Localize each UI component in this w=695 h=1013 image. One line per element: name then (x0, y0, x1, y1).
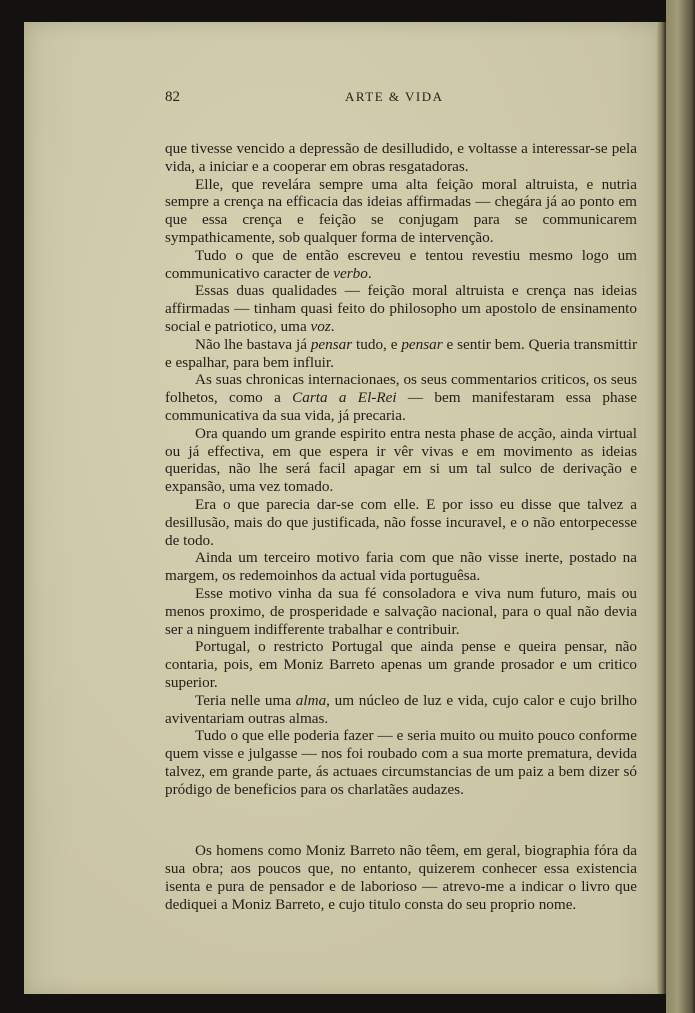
paragraph (165, 425, 637, 496)
italic-title: Carta a El-Rei (292, 389, 397, 407)
paragraph (165, 282, 637, 335)
text-run: Tudo o que elle poderia fazer — e seria muito ou muito pouco conforme quem visse e julgasse — nos foi roubado com a sua morte prematura, devida talvez, em grande parte, ás actuaes circumstancias de um paiz a bem dizer só pródigo de beneficios para os charlatães audazes. (165, 727, 637, 798)
text-run: Tudo o que de então escreveu e tentou revestiu mesmo logo um communicativo caracter de (165, 246, 637, 282)
text-run: tudo, e (352, 335, 402, 353)
paragraph (165, 336, 637, 372)
paragraph (165, 371, 637, 424)
book-gutter (656, 22, 666, 994)
italic-word: voz (310, 317, 331, 335)
facing-page-edge (666, 0, 695, 1013)
running-title: ARTE & VIDA (345, 89, 444, 104)
paragraph (165, 692, 637, 728)
text-run: . (367, 264, 372, 282)
text-run: Portugal, o restricto Portugal que ainda pense e queira pensar, não contaria, pois, em Moniz Barreto apenas um grande prosador e um critico superior. (165, 638, 637, 691)
paragraph (165, 638, 637, 691)
paragraph (165, 585, 637, 638)
italic-word: verbo (333, 264, 368, 282)
text-run: Os homens como Moniz Barreto não têem, em geral, biographia fóra da sua obra; aos poucos que, no entanto, quizerem conhecer essa existencia isenta e pura de pensador e de laborioso — atrevo-me a indicar o livro que dediquei a Moniz Barreto, e cujo titulo consta do seu proprio nome. (165, 842, 637, 913)
italic-word: alma (295, 691, 327, 709)
italic-word: pensar (310, 335, 353, 353)
running-head (165, 89, 637, 109)
text-run: Ainda um terceiro motivo faria com que não visse inerte, postado na margem, os redemoinhos da actual vida portuguêsa. (165, 549, 637, 585)
text-run: As suas chronicas internacionaes, os seus commentarios criticos, os seus folhetos, como a (165, 371, 637, 407)
text-run: e sentir bem. Queria transmittir e espalhar, para bem influir. (165, 335, 637, 371)
paragraph (165, 549, 637, 585)
paragraph (165, 140, 637, 176)
closing-paragraph (165, 842, 637, 913)
page-number: 82 (165, 89, 180, 105)
text-run: Esse motivo vinha da sua fé consoladora e viva num futuro, mais ou menos proximo, de prosperidade e salvação nacional, para o qual não devia ser a ninguem indifferente trabalhar e contribuir. (165, 584, 637, 638)
paragraph (165, 176, 637, 247)
italic-word: pensar (401, 335, 443, 353)
text-run: Teria nelle uma (195, 691, 296, 709)
body-text (165, 140, 637, 914)
text-run: . (330, 317, 335, 335)
text-run: Não lhe bastava já (195, 335, 311, 353)
text-run: Essas duas qualidades — feição moral altruista e crença nas ideias affirmadas — tinham quasi feito do philosopho um apostolo de ensinamento social e patriotico, uma (165, 282, 637, 335)
text-run: Elle, que revelára sempre uma alta feição moral altruista, e nutria sempre a crença na efficacia das ideias affirmadas — chegára já ao ponto em que essa crença e feição se conjugam para se communicarem sympathicamente, sob qualquer forma de intervenção. (165, 175, 637, 246)
text-run: — bem manifestaram essa phase communicativa da sua vida, já precaria. (165, 389, 637, 424)
paragraph (165, 247, 637, 283)
text-run: Ora quando um grande espirito entra nesta phase de acção, ainda virtual ou já effectiva, em que espera ir vêr vivas e em movimento as ideias queridas, não lhe será facil apagar em si um tal sulco de derivação e expansão, uma vez tomado. (165, 424, 637, 496)
paragraph (165, 496, 637, 549)
text-run: que tivesse vencido a depressão de desilludido, e voltasse a interessar-se pela vida, a iniciar e a cooperar em obras resgatadoras. (165, 140, 637, 175)
paragraph (165, 727, 637, 798)
text-run: Era o que parecia dar-se com elle. E por isso eu disse que talvez a desillusão, mais do que justificada, não fosse incuravel, e o não entorpecesse de todo. (165, 495, 637, 549)
text-run: , um núcleo de luz e vida, cujo calor e cujo brilho aviventariam outras almas. (165, 691, 637, 727)
